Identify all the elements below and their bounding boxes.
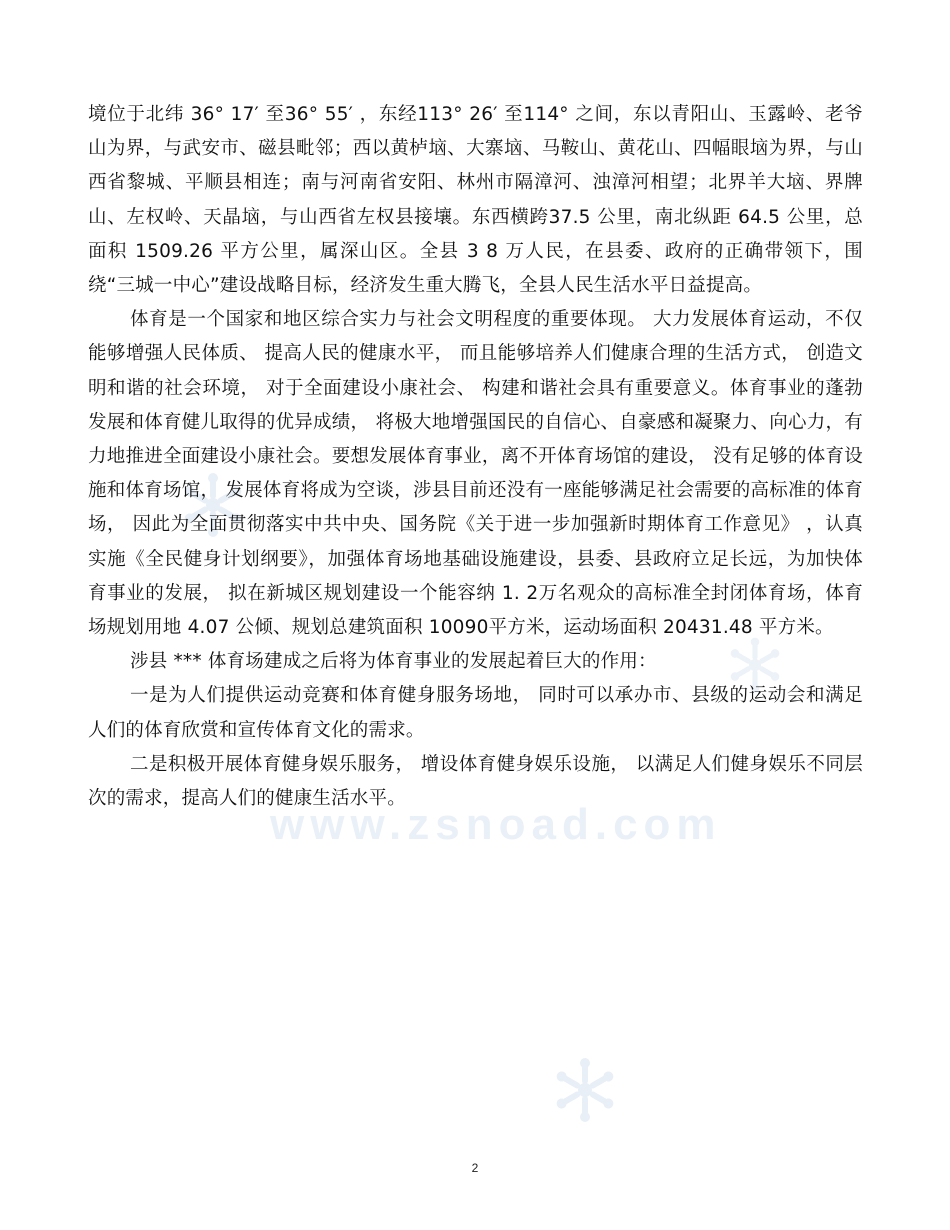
paragraph-location: 境位于北纬 36° 17′ 至36° 55′ ，东经113° 26′ 至114° 之间，东以青阳山、玉露岭、老爷山为界，与武安市、磁县毗邻；西以黄栌垴、大寨垴、马鞍山、黄花山、四幅眼垴为界，与山西省黎城、平顺县相连；南与河南省安阳、林州市隔漳河、浊漳河相望；北界羊大垴、界牌山、左权岭、天晶垴，与山西省左权县接壤。东西横跨37.5 公里，南北纵距 64.5 公里，总面积 1509.26 平方公里，属深山区。全县 3 8 万人民，在县委、政府的正确带领下，围绕“三城一中心”建设战略目标，经济发生重大腾飞，全县人民生活水平日益提高。 [88, 104, 863, 297]
paragraph-sports-importance: 体育是一个国家和地区综合实力与社会文明程度的重要体现。 大力发展体育运动，不仅能够增强人民体质、 提高人民的健康水平， 而且能够培养人们健康合理的生活方式， 创造文明和谐的社会环境， 对于全面建设小康社会、 构建和谐社会具有重要意义。体育事业的蓬勃发展和体育健儿取得的优异成绩， 将极大地增强国民的自信心、自豪感和凝聚力、向心力，有力地推进全面建设小康社会。要想发展体育事业，离不开体育场馆的建设， 没有足够的体育设施和体育场馆， 发展体育将成为空谈，涉县目前还没有一座能够满足社会需要的高标准的体育场， 因此为全面贯彻落实中共中央、国务院《关于进一步加强新时期体育工作意见》 ，认真实施《全民健身计划纲要》，加强体育场地基础设施建设，县委、县政府立足长远，为加快体育事业的发展， 拟在新城区规划建设一个能容纳 1. 2万名观众的高标准全封闭体育场，体育场规划用地 4.07 公倾、规划总建筑面积 10090平方米，运动场面积 20431.48 平方米。 [88, 309, 863, 639]
body-text [88, 98, 863, 816]
watermark-text: www.zsnoad.com [270, 800, 722, 849]
page-number: 2 [471, 1161, 479, 1175]
paragraph-stadium-role: 涉县 *** 体育场建成之后将为体育事业的发展起着巨大的作用： [130, 651, 657, 673]
paragraph-point-one: 一是为人们提供运动竞赛和体育健身服务场地， 同时可以承办市、县级的运动会和满足人们的体育欣赏和宣传体育文化的需求。 [88, 685, 863, 741]
snowflake-icon [550, 1055, 620, 1125]
paragraph-point-two: 二是积极开展体育健身娱乐服务， 增设体育健身娱乐设施， 以满足人们健身娱乐不同层次的需求，提高人们的健康生活水平。 [88, 753, 863, 810]
